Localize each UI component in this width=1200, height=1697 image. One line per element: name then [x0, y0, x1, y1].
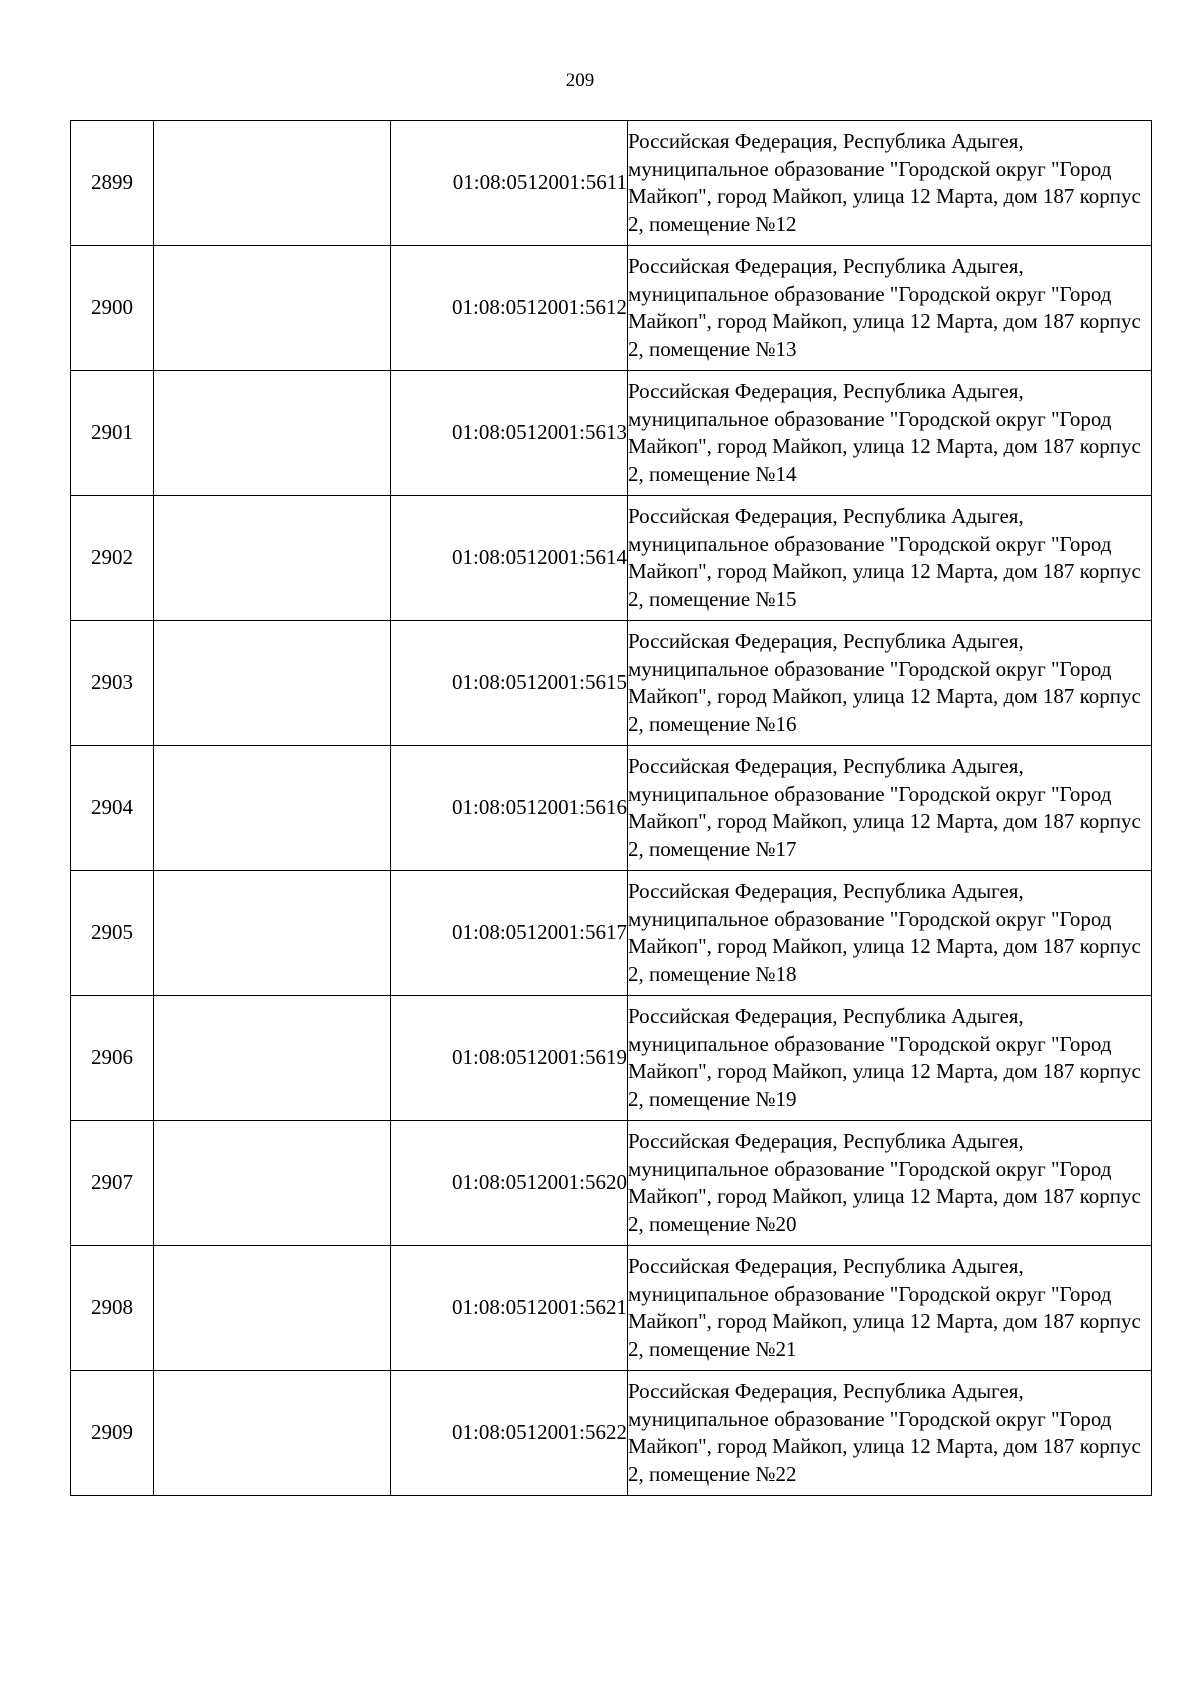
owner-cell — [154, 1121, 391, 1246]
cadastral-number: 01:08:0512001:5622 — [391, 1371, 628, 1496]
cadastral-number: 01:08:0512001:5614 — [391, 496, 628, 621]
cadastral-number: 01:08:0512001:5619 — [391, 996, 628, 1121]
owner-cell — [154, 121, 391, 246]
owner-cell — [154, 246, 391, 371]
cadastral-number: 01:08:0512001:5615 — [391, 621, 628, 746]
address: Российская Федерация, Республика Адыгея, муниципальное образование "Городской округ "Город Майкоп", город Майкоп, улица 12 Марта, дом 187 корпус 2, помещение №18 — [628, 871, 1152, 996]
cadastral-number: 01:08:0512001:5611 — [391, 121, 628, 246]
cadastral-number: 01:08:0512001:5620 — [391, 1121, 628, 1246]
address: Российская Федерация, Республика Адыгея, муниципальное образование "Городской округ "Город Майкоп", город Майкоп, улица 12 Марта, дом 187 корпус 2, помещение №21 — [628, 1246, 1152, 1371]
address: Российская Федерация, Республика Адыгея, муниципальное образование "Городской округ "Город Майкоп", город Майкоп, улица 12 Марта, дом 187 корпус 2, помещение №14 — [628, 371, 1152, 496]
address: Российская Федерация, Республика Адыгея, муниципальное образование "Городской округ "Город Майкоп", город Майкоп, улица 12 Марта, дом 187 корпус 2, помещение №16 — [628, 621, 1152, 746]
table-row — [71, 996, 1152, 1121]
address: Российская Федерация, Республика Адыгея, муниципальное образование "Городской округ "Город Майкоп", город Майкоп, улица 12 Марта, дом 187 корпус 2, помещение №22 — [628, 1371, 1152, 1496]
row-number: 2899 — [71, 121, 154, 246]
address: Российская Федерация, Республика Адыгея, муниципальное образование "Городской округ "Город Майкоп", город Майкоп, улица 12 Марта, дом 187 корпус 2, помещение №17 — [628, 746, 1152, 871]
registry-table — [70, 120, 1152, 1496]
table-row — [71, 121, 1152, 246]
owner-cell — [154, 1246, 391, 1371]
table-row — [71, 1121, 1152, 1246]
cadastral-number: 01:08:0512001:5616 — [391, 746, 628, 871]
owner-cell — [154, 746, 391, 871]
table-row — [71, 496, 1152, 621]
row-number: 2901 — [71, 371, 154, 496]
row-number: 2906 — [71, 996, 154, 1121]
cadastral-number: 01:08:0512001:5613 — [391, 371, 628, 496]
address: Российская Федерация, Республика Адыгея, муниципальное образование "Городской округ "Город Майкоп", город Майкоп, улица 12 Марта, дом 187 корпус 2, помещение №15 — [628, 496, 1152, 621]
row-number: 2908 — [71, 1246, 154, 1371]
row-number: 2904 — [71, 746, 154, 871]
row-number: 2902 — [71, 496, 154, 621]
table-row — [71, 371, 1152, 496]
table-row — [71, 246, 1152, 371]
owner-cell — [154, 621, 391, 746]
row-number: 2900 — [71, 246, 154, 371]
row-number: 2907 — [71, 1121, 154, 1246]
address: Российская Федерация, Республика Адыгея, муниципальное образование "Городской округ "Город Майкоп", город Майкоп, улица 12 Марта, дом 187 корпус 2, помещение №19 — [628, 996, 1152, 1121]
table-row — [71, 1371, 1152, 1496]
owner-cell — [154, 1371, 391, 1496]
address: Российская Федерация, Республика Адыгея, муниципальное образование "Городской округ "Город Майкоп", город Майкоп, улица 12 Марта, дом 187 корпус 2, помещение №20 — [628, 1121, 1152, 1246]
cadastral-number: 01:08:0512001:5621 — [391, 1246, 628, 1371]
table-row — [71, 871, 1152, 996]
owner-cell — [154, 371, 391, 496]
owner-cell — [154, 496, 391, 621]
row-number: 2903 — [71, 621, 154, 746]
cadastral-number: 01:08:0512001:5612 — [391, 246, 628, 371]
row-number: 2905 — [71, 871, 154, 996]
address: Российская Федерация, Республика Адыгея, муниципальное образование "Городской округ "Город Майкоп", город Майкоп, улица 12 Марта, дом 187 корпус 2, помещение №13 — [628, 246, 1152, 371]
cadastral-number: 01:08:0512001:5617 — [391, 871, 628, 996]
table-row — [71, 621, 1152, 746]
owner-cell — [154, 996, 391, 1121]
registry-table-body — [71, 121, 1152, 1496]
address: Российская Федерация, Республика Адыгея, муниципальное образование "Городской округ "Город Майкоп", город Майкоп, улица 12 Марта, дом 187 корпус 2, помещение №12 — [628, 121, 1152, 246]
row-number: 2909 — [71, 1371, 154, 1496]
page-number: 209 — [565, 70, 595, 91]
owner-cell — [154, 871, 391, 996]
table-row — [71, 1246, 1152, 1371]
table-row — [71, 746, 1152, 871]
